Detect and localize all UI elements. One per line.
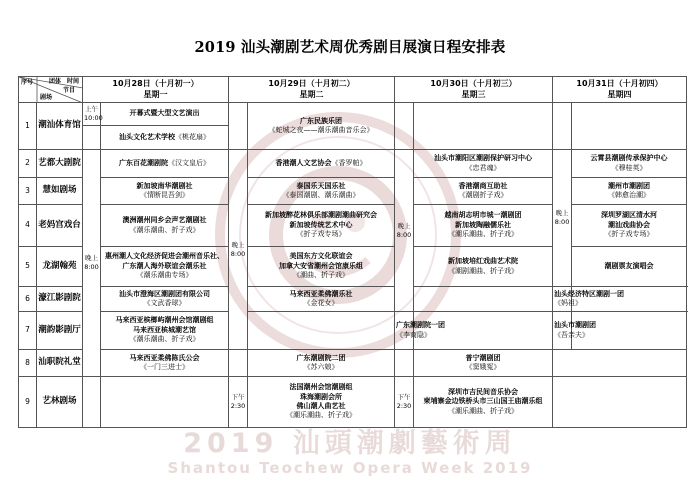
empty-cell bbox=[414, 103, 553, 150]
venue-name: 濠江影剧院 bbox=[37, 287, 83, 312]
empty-time bbox=[83, 126, 101, 150]
empty-cell bbox=[101, 377, 229, 428]
empty-time bbox=[229, 350, 248, 377]
time-d3-evening: 晚上 8:00 bbox=[395, 150, 414, 312]
empty-time bbox=[553, 103, 572, 150]
venue-name: 艺林剧场 bbox=[37, 377, 83, 428]
performance-cell: 广东潮剧院二团 《苏六娘》 bbox=[248, 350, 395, 377]
performance-cell: 澳洲潮州同乡会声艺潮剧社 《潮乐潮曲、折子戏》 bbox=[101, 205, 229, 247]
performance-cell: 深圳市吉民间音乐协会 柬埔寨金边铁桥头市三山国王庙潮乐组 《潮乐潮曲、折子戏》 bbox=[414, 377, 553, 428]
table-row bbox=[19, 150, 687, 178]
row-number: 8 bbox=[19, 350, 37, 377]
empty-time bbox=[229, 103, 248, 150]
schedule-table bbox=[18, 76, 687, 428]
table-row bbox=[19, 377, 687, 428]
row-number: 3 bbox=[19, 178, 37, 205]
performance-cell: 惠州潮人文化经济促进会潮州音乐社、 广东潮人海外联谊会潮乐社 《潮乐潮曲专场》 bbox=[101, 247, 229, 287]
performance-cell: 广东潮剧院一团 《李商隐》 bbox=[395, 312, 414, 350]
table-row bbox=[19, 350, 687, 377]
performance-cell: 马来西亚柔佛潮乐社 《金花女》 bbox=[248, 287, 395, 312]
venue-name: 慧如剧场 bbox=[37, 178, 83, 205]
header-group: 团体 bbox=[49, 78, 62, 85]
venue-name: 艺都大剧院 bbox=[37, 150, 83, 178]
performance-cell: 新加坡醉花林俱乐部潮剧潮曲研究会 新加坡传统艺术中心 《折子戏专场》 bbox=[248, 205, 395, 247]
time-d4-evening: 晚上 8:00 bbox=[553, 150, 572, 287]
row-number: 7 bbox=[19, 312, 37, 350]
watermark-english: Shantou Teochew Opera Week 2019 bbox=[167, 459, 533, 477]
header-seq: 序号 bbox=[21, 79, 34, 86]
performance-cell: 潮州市潮剧团 《韩愈治潮》 bbox=[572, 178, 687, 205]
empty-time bbox=[395, 350, 414, 377]
opening-ceremony: 开幕式暨大型文艺演出 bbox=[101, 103, 229, 126]
header-corner bbox=[19, 77, 83, 103]
time-d1-morning: 上午 10:00 bbox=[83, 103, 101, 126]
header-time: 时间 bbox=[67, 78, 80, 85]
performance-cell: 广东百花潮剧院《汉文皇后》 bbox=[101, 150, 229, 178]
performance-cell: 法国潮州会馆潮剧组 珠海潮剧会所 佛山潮人曲艺社 《潮乐潮曲、折子戏》 bbox=[248, 377, 395, 428]
empty-time bbox=[414, 287, 553, 312]
table-row bbox=[19, 287, 687, 312]
venue-name: 潮韵影剧厅 bbox=[37, 312, 83, 350]
performance-cell: 马来西亚槟榔屿潮州会馆潮剧组 马来西亚槟城潮艺馆 《潮乐潮曲、折子戏》 bbox=[101, 312, 229, 350]
performance-cell: 汕头市潮阳区潮剧保护研习中心 《忠君魂》 bbox=[414, 150, 553, 178]
day-header-3: 10月30日（十月初三） 星期三 bbox=[395, 77, 553, 103]
row-number: 2 bbox=[19, 150, 37, 178]
watermark-year: 2019 汕頭潮劇藝術周 bbox=[183, 428, 517, 459]
day-header-2: 10月29日（十月初二） 星期二 bbox=[229, 77, 395, 103]
performance-cell: 新加坡培红戏曲艺术院 《潮剧潮曲、折子戏》 bbox=[414, 247, 553, 287]
table-row bbox=[19, 103, 687, 126]
performance-cell: 香港潮商互助社 《潮剧折子戏》 bbox=[414, 178, 553, 205]
empty-cell bbox=[553, 377, 687, 428]
performance-cell: 汕头文化艺术学校《桃花扇》 bbox=[101, 126, 229, 150]
performance-cell: 深圳罗湖区清水河 潮汕戏曲协会 《折子戏专场》 bbox=[572, 205, 687, 247]
venue-name: 潮汕体育馆 bbox=[37, 103, 83, 150]
table-row bbox=[19, 247, 687, 287]
table-row bbox=[19, 205, 687, 247]
performance-cell: 汕头经济特区潮剧一团 《妈祖》 bbox=[553, 287, 572, 312]
performance-cell: 马来西亚柔佛陈氏公会 《一门三进士》 bbox=[101, 350, 229, 377]
empty-time bbox=[395, 103, 414, 150]
row-number: 4 bbox=[19, 205, 37, 247]
table-row bbox=[19, 312, 687, 350]
day-header-4: 10月31日（十月初四） 星期四 bbox=[553, 77, 687, 103]
day-header-1: 10月28日（十月初一） 星期一 bbox=[83, 77, 229, 103]
empty-time bbox=[248, 312, 395, 350]
header-row bbox=[19, 77, 687, 103]
performance-cell: 广东民族乐团 《蛇城之夜——潮乐潮曲音乐会》 bbox=[248, 103, 395, 150]
time-d3-afternoon: 下午 2:30 bbox=[395, 377, 414, 428]
empty-cell bbox=[553, 350, 687, 377]
header-program: 节目 bbox=[63, 87, 76, 94]
venue-name: 龙湖翰苑 bbox=[37, 247, 83, 287]
performance-cell: 普宁潮剧团 《窦娥冤》 bbox=[414, 350, 553, 377]
empty-time bbox=[83, 377, 101, 428]
page-title: 2019 汕头潮剧艺术周优秀剧目展演日程安排表 bbox=[194, 39, 506, 56]
time-d2-afternoon: 下午 2:30 bbox=[229, 377, 248, 428]
row-number: 6 bbox=[19, 287, 37, 312]
performance-cell: 汕头市潮剧团 《吾亲夫》 bbox=[553, 312, 572, 350]
performance-cell: 越南胡志明市城一潮剧团 新加坡陶融儒乐社 《潮乐潮曲、折子戏》 bbox=[414, 205, 553, 247]
row-number: 1 bbox=[19, 103, 37, 150]
empty-cell bbox=[572, 103, 687, 150]
table-row bbox=[19, 178, 687, 205]
performance-cell: 潮剧票友演唱会 bbox=[572, 247, 687, 287]
venue-name: 汕职院礼堂 bbox=[37, 350, 83, 377]
performance-cell: 新加坡南华潮剧社 《情断昆吾剑》 bbox=[101, 178, 229, 205]
performance-cell: 云霄县潮剧传承保护中心 《穆桂英》 bbox=[572, 150, 687, 178]
performance-cell: 汕头市澄海区潮剧团有限公司 《文武香球》 bbox=[101, 287, 229, 312]
row-number: 5 bbox=[19, 247, 37, 287]
header-venue: 剧场 bbox=[40, 94, 53, 101]
time-d1-evening: 晚上 8:00 bbox=[83, 150, 101, 377]
performance-cell: 美国东方文化联谊会 加拿大安省潮州会馆康乐组 《潮曲、折子戏》 bbox=[248, 247, 395, 287]
row-number: 9 bbox=[19, 377, 37, 428]
venue-name: 老妈宫戏台 bbox=[37, 205, 83, 247]
performance-cell: 香港潮人文艺协会《香罗帕》 bbox=[248, 150, 395, 178]
empty-time bbox=[414, 312, 553, 350]
time-d2-evening: 晚上 8:00 bbox=[229, 150, 248, 350]
performance-cell: 泰国乐天国乐社 《泰国潮剧、潮乐潮曲》 bbox=[248, 178, 395, 205]
